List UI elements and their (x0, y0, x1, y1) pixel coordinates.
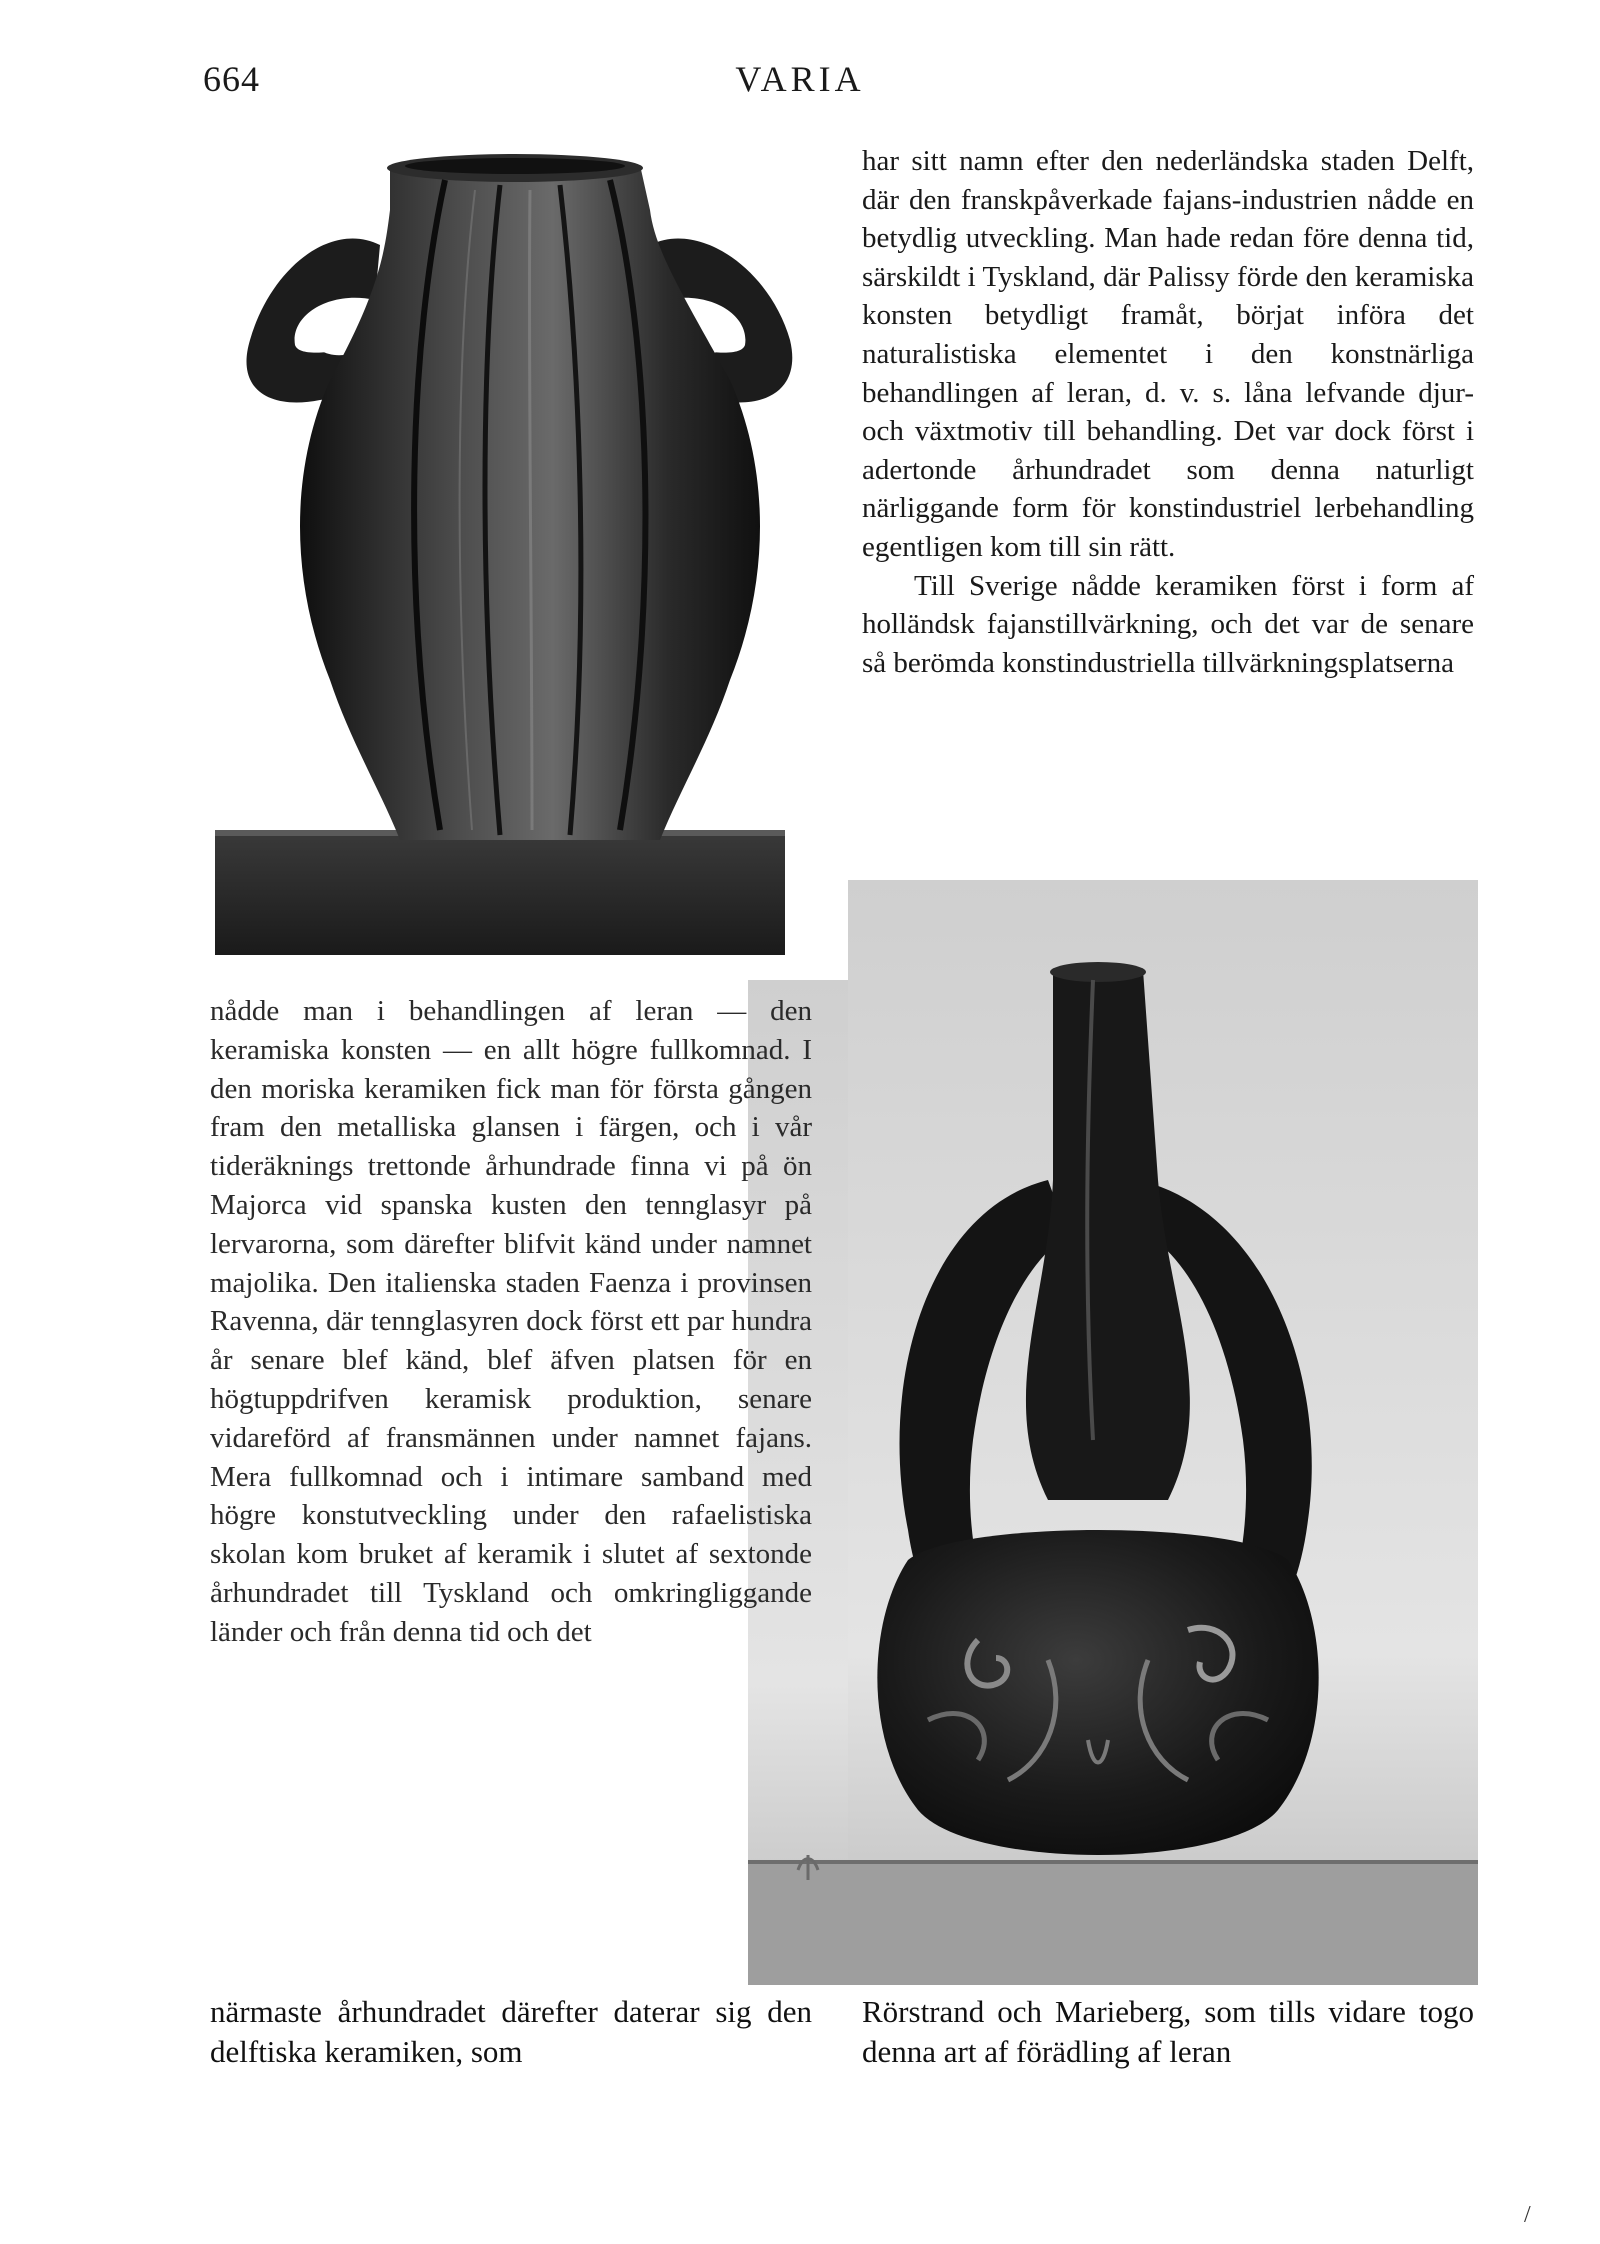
vase-photo-bottom (748, 880, 1478, 1985)
right-paragraph-2: Till Sverige nådde keramiken först i form af holländsk fajanstillvärkning, och det var de senare så berömda konstindustriella tillvärkningsplatserna (862, 569, 1474, 679)
bottom-line-right: Rörstrand och Marieberg, som tills vidare togo denna art af förädling af leran (862, 1994, 1474, 2069)
left-paragraph-1: nådde man i behandlingen af leran — den keramiska konsten — en allt högre fullkomnad. I den moriska keramiken fick man för första gången fram den metalliska glansen i färgen, och i vår tideräknings trettonde århundrade finna vi på ön Majorca vid spanska kusten den tennglasyr på lervarorna, som därefter blifvit känd under namnet majolika. Den italienska staden Faenza i provinsen Ravenna, där tennglasyren dock först ett par hundra år senare blef känd, blef äfven platsen för en högtuppdrifven keramisk produktion, senare vidareförd af fransmännen under namnet fajans. Mera fullkomnad och i intimare samband med högre konstutveckling under den rafaelistiska skolan kom bruket af keramik i slutet af sextonde århundradet till Tyskland och omkringliggande länder och från denna tid och det (210, 995, 812, 1648)
vase-photo-top (210, 140, 840, 960)
vase-plinth (215, 830, 785, 955)
running-head: VARIA (735, 59, 865, 99)
right-column-text (862, 142, 1474, 682)
table-surface (748, 1860, 1478, 1985)
right-paragraph-1: har sitt namn efter den nederländska staden Delft, där den franskpåverkade fajans-industrien nådde en betydlig utveckling. Man hade redan före denna tid, särskildt i Tyskland, där Palissy förde den keramiska konsten betydligt framåt, börjat införa det naturalistiska elementet i den konstnärliga behandlingen af leran, d. v. s. låna lefvande djur- och växtmotiv till behandling. Det var dock först i adertonde århundradet som denna naturligt närliggande form för konstindustriel lerbehandling egentligen kom till sin rätt. (862, 145, 1474, 563)
bottom-line-left: närmaste århundradet därefter daterar sig den delftiska keramiken, som (210, 1994, 812, 2069)
vase-gourd-body (877, 1530, 1318, 1855)
left-column-text (210, 992, 812, 1652)
page-number: 664 (203, 59, 260, 99)
stray-mark: / (1524, 2202, 1531, 2228)
